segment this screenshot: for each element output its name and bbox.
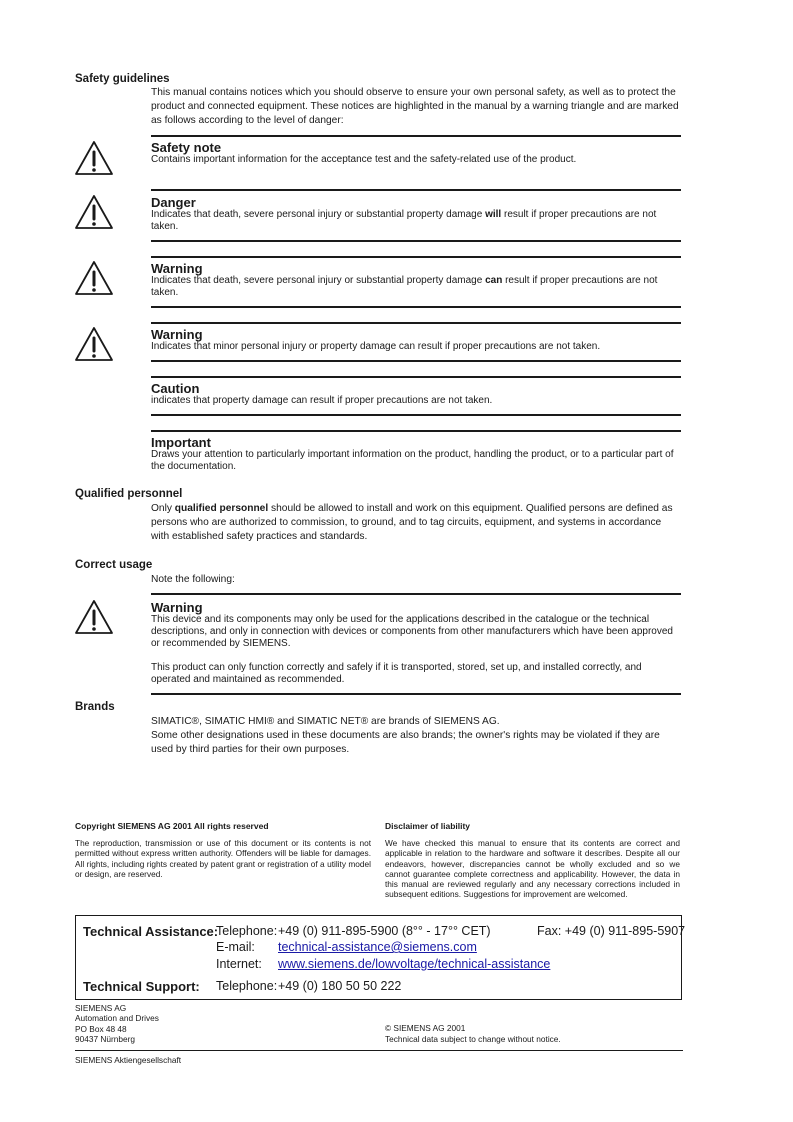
qualified-heading: Qualified personnel: [75, 488, 183, 500]
brands-heading: Brands: [75, 701, 115, 713]
notice-text: Contains important information for the acceptance test and the safety-related use of the product.: [151, 154, 577, 165]
notice-title: Safety note: [151, 140, 222, 155]
support-telephone-label: Telephone:: [216, 979, 278, 993]
usage-warning-text: This device and its components may only be used for the applications described in the catalogue or the technical descriptions, and only in connection with devices or components from other manufacturers which have been approved or recommended by SIEMENS.: [151, 614, 673, 649]
disclaimer-text: We have checked this manual to ensure that its contents are correct and applicable in relation to the hardware and software it describes. Despite all our endeavors, however, discrepancies cannot be wholly excluded and so we cannot guarantee complete correctness and applicability. However, the data in this manual are reviewed regularly and any necessary corrections included in subsequent editions. Suggestions for improvement are welcomed.: [385, 838, 680, 900]
footer-notice: Technical data subject to change without notice.: [385, 1034, 561, 1044]
notice-title: Caution: [151, 381, 200, 396]
footer-copyright: © SIEMENS AG 2001: [385, 1023, 466, 1033]
email-label: E-mail:: [216, 940, 255, 954]
safety-intro: This manual contains notices which you should observe to ensure your own personal safety, as well as to protect the product and connected equipment. These notices are highlighted in the manual by a warning triangle and are marked as follows according to the level of danger:: [151, 87, 679, 126]
emphasis: will: [485, 209, 502, 220]
support-telephone-value: +49 (0) 180 50 50 222: [278, 979, 402, 993]
address-line: Automation and Drives: [75, 1013, 159, 1023]
divider: [151, 376, 681, 378]
brands-line: Some other designations used in these documents are also brands; the owner's rights may be violated if they are used by third parties for their own purposes.: [151, 730, 660, 755]
divider: [151, 414, 681, 416]
notice-text: Indicates that death, severe personal injury or substantial property damage can result if proper precautions are not taken.: [151, 275, 658, 298]
technical-assistance-label: Technical Assistance:: [83, 924, 219, 939]
internet-label: Internet:: [216, 957, 262, 971]
notice-title: Warning: [151, 261, 203, 276]
warning-triangle-icon: [74, 194, 114, 230]
address-line: SIEMENS AG: [75, 1003, 127, 1013]
fax-value: Fax: +49 (0) 911-895-5907: [537, 924, 686, 938]
warning-triangle-icon: [74, 326, 114, 362]
notice-text: Indicates that minor personal injury or property damage can result if proper precautions are not taken.: [151, 341, 601, 352]
address-line: 90437 Nürnberg: [75, 1034, 135, 1044]
notice-title: Important: [151, 435, 211, 450]
divider: [151, 256, 681, 258]
copyright-text: The reproduction, transmission or use of this document or its contents is not permitted without express written authority. Offenders will be liable for damages. All rights, including rights created by patent grant or registration of a utility model or design, are reserved.: [75, 838, 371, 879]
warning-triangle-icon: [74, 260, 114, 296]
brands-line: SIMATIC®, SIMATIC HMI® and SIMATIC NET® are brands of SIEMENS AG.: [151, 716, 500, 727]
warning-triangle-icon: [74, 599, 114, 635]
safety-heading: Safety guidelines: [75, 73, 170, 85]
emphasis: can: [485, 275, 503, 286]
usage-warning-title: Warning: [151, 600, 203, 615]
telephone-value: +49 (0) 911-895-5900 (8°° - 17°° CET): [278, 924, 491, 938]
divider: [151, 135, 681, 137]
telephone-label: Telephone:: [216, 924, 278, 938]
copyright-heading: Copyright SIEMENS AG 2001 All rights reserved: [75, 821, 269, 831]
address-line: PO Box 48 48: [75, 1024, 127, 1034]
notice-text: Indicates that death, severe personal injury or substantial property damage will result if proper precautions are not taken.: [151, 209, 657, 232]
internet-link[interactable]: www.siemens.de/lowvoltage/technical-assistance: [278, 957, 551, 971]
divider: [151, 593, 681, 595]
usage-warning-text: This product can only function correctly and safely if it is transported, stored, set up, and installed correctly, and operated and maintained as recommended.: [151, 662, 642, 685]
footer-company: SIEMENS Aktiengesellschaft: [75, 1055, 182, 1065]
warning-triangle-icon: [74, 140, 114, 176]
footer-divider: [75, 1050, 683, 1051]
notice-title: Warning: [151, 327, 203, 342]
usage-note: Note the following:: [151, 574, 235, 585]
divider: [151, 306, 681, 308]
email-link[interactable]: technical-assistance@siemens.com: [278, 940, 477, 954]
divider: [151, 189, 681, 191]
emphasis: qualified personnel: [174, 503, 269, 514]
usage-heading: Correct usage: [75, 559, 153, 571]
qualified-text: Only qualified personnel should be allowed to install and work on this equipment. Qualified persons are defined as persons who are authorized to commission, to ground, and to tag circuits, equipment, and systems in accordance with established safety practices and standards.: [151, 503, 673, 542]
notice-text: Draws your attention to particularly important information on the product, handling the product, or to a particular part of the documentation.: [151, 449, 674, 472]
divider: [151, 693, 681, 695]
notice-title: Danger: [151, 195, 196, 210]
technical-support-label: Technical Support:: [83, 979, 200, 994]
notice-text: indicates that property damage can result if proper precautions are not taken.: [151, 395, 493, 406]
divider: [151, 322, 681, 324]
disclaimer-heading: Disclaimer of liability: [385, 821, 471, 831]
divider: [151, 240, 681, 242]
divider: [151, 430, 681, 432]
divider: [151, 360, 681, 362]
